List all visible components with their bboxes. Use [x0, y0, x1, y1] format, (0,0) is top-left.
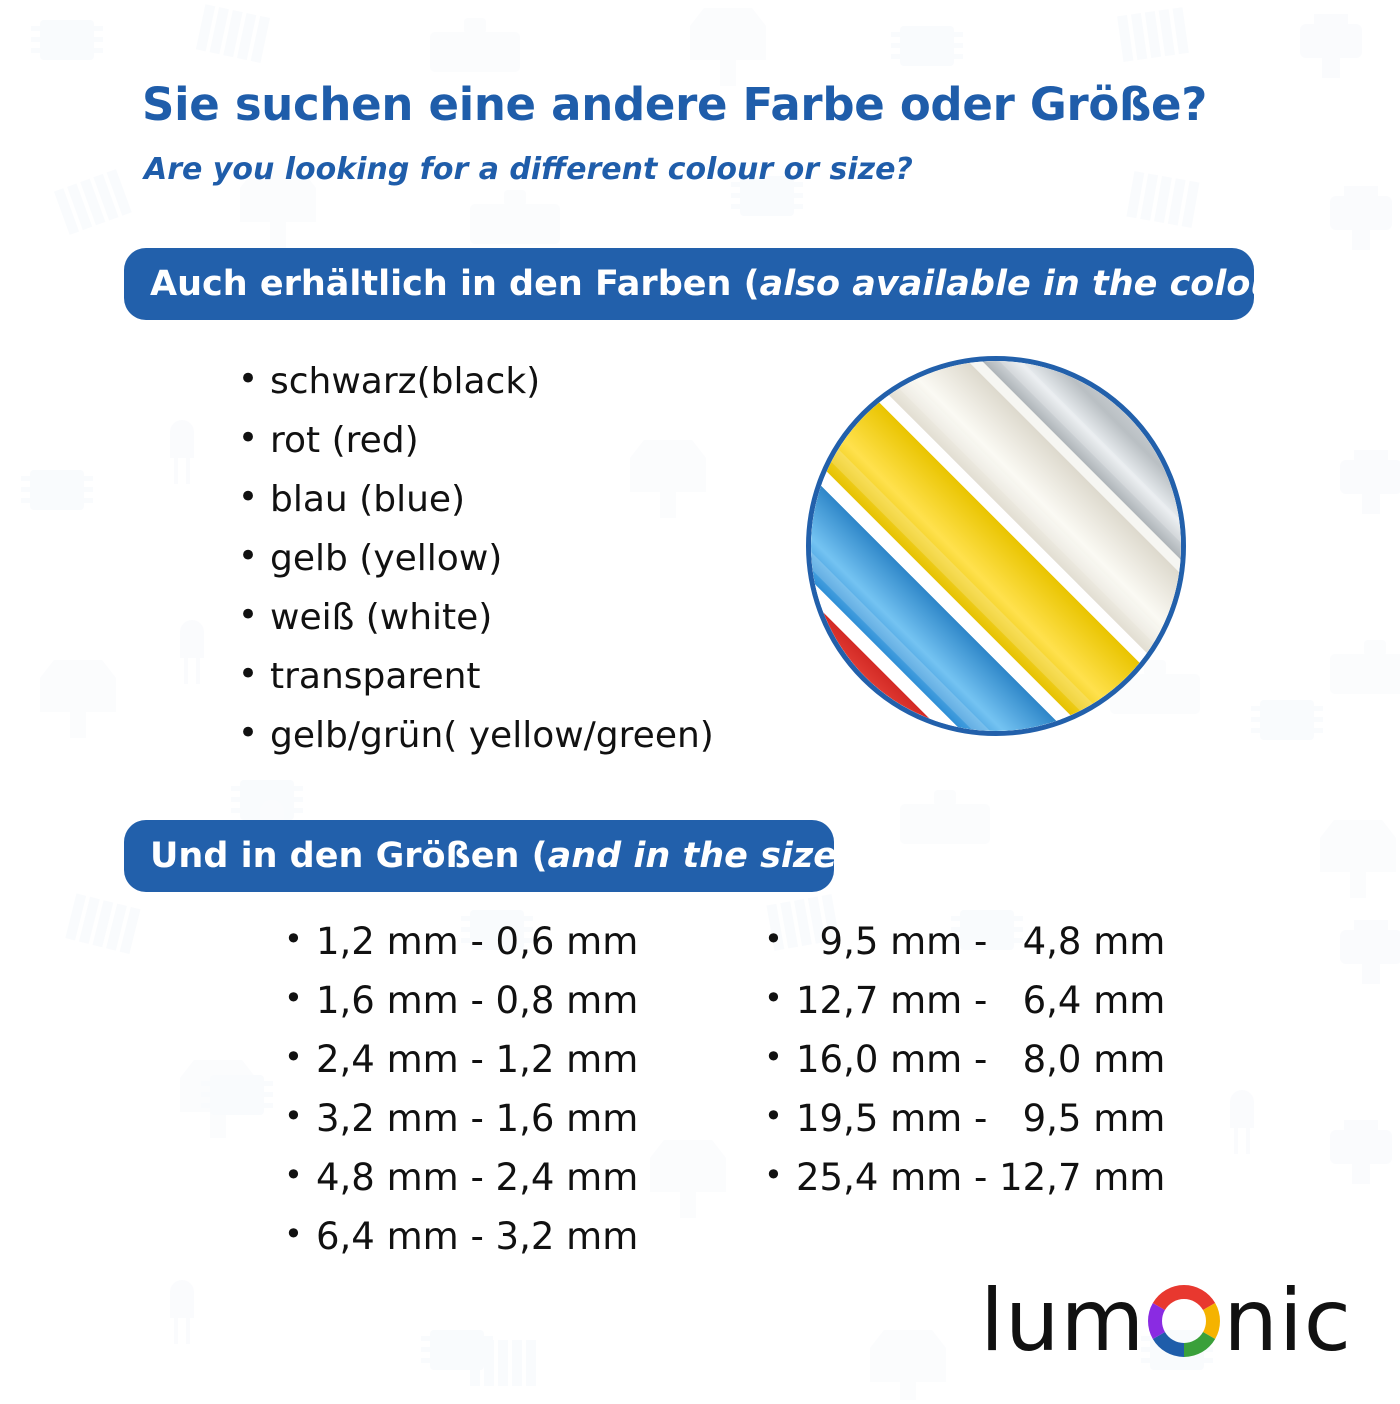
sizes-list-left [282, 912, 638, 1266]
logo-text-before: lum [980, 1271, 1146, 1371]
brand-logo [980, 1271, 1352, 1371]
list-item: • 12,7 mm - 6,4 mm [762, 971, 1165, 1030]
logo-text-after: nic [1223, 1271, 1352, 1371]
list-item: • blau (blue) [232, 470, 714, 529]
colours-list [232, 352, 714, 765]
list-item: • 3,2 mm - 1,6 mm [282, 1089, 638, 1148]
product-image [806, 356, 1186, 736]
page-title: Sie suchen eine andere Farbe oder Größe? [142, 78, 1208, 131]
sizes-list-right [762, 912, 1165, 1207]
colours-banner-tail: ): [1313, 264, 1344, 304]
list-item: • 16,0 mm - 8,0 mm [762, 1030, 1165, 1089]
list-item: • 1,2 mm - 0,6 mm [282, 912, 638, 971]
list-item: • rot (red) [232, 411, 714, 470]
sizes-banner-main: Und in den Größen ( [150, 836, 548, 876]
colours-banner-main: Auch erhältlich in den Farben ( [150, 264, 760, 304]
list-item: • transparent [232, 647, 714, 706]
page-subtitle: Are you looking for a different colour or size? [144, 152, 913, 187]
list-item: • weiß (white) [232, 588, 714, 647]
list-item: • 2,4 mm - 1,2 mm [282, 1030, 638, 1089]
list-item: • gelb (yellow) [232, 529, 714, 588]
sizes-banner [124, 820, 888, 892]
list-item: • gelb/grün( yellow/green) [232, 706, 714, 765]
list-item: • 1,6 mm - 0,8 mm [282, 971, 638, 1030]
sizes-banner-italic: and in the sizes [547, 836, 858, 876]
logo-ring-icon [1147, 1284, 1221, 1358]
list-item: • schwarz(black) [232, 352, 714, 411]
list-item: • 4,8 mm - 2,4 mm [282, 1148, 638, 1207]
sizes-banner-tail: ): [857, 836, 888, 876]
list-item: • 19,5 mm - 9,5 mm [762, 1089, 1165, 1148]
colours-banner-italic: also available in the colours [759, 264, 1314, 304]
colours-banner [124, 248, 1344, 320]
list-item: • 9,5 mm - 4,8 mm [762, 912, 1165, 971]
list-item: • 25,4 mm - 12,7 mm [762, 1148, 1165, 1207]
list-item: • 6,4 mm - 3,2 mm [282, 1207, 638, 1266]
